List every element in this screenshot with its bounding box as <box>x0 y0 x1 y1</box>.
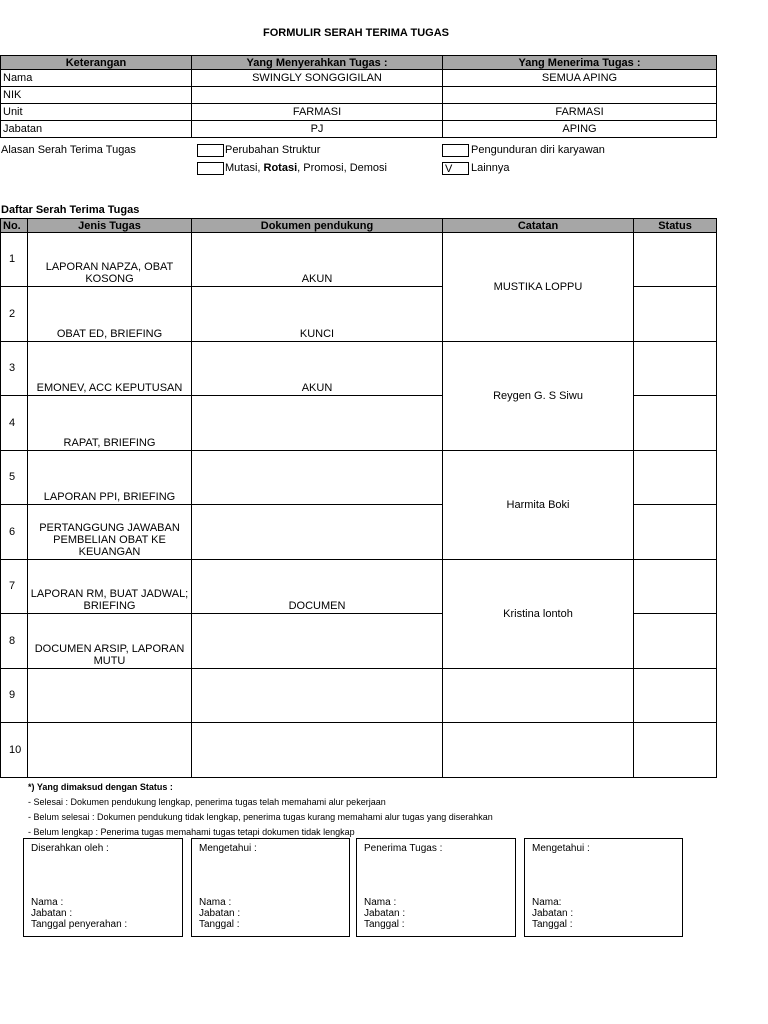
header-jenis-tugas: Jenis Tugas <box>28 219 192 233</box>
task-dokumen[interactable]: AKUN <box>192 233 443 287</box>
signature-box-penerima[interactable] <box>356 838 516 937</box>
task-no: 6 <box>1 505 28 560</box>
task-no: 2 <box>1 287 28 342</box>
task-status[interactable] <box>634 233 717 287</box>
task-dokumen[interactable] <box>192 505 443 560</box>
header-no: No. <box>1 219 28 233</box>
signature-title: Diserahkan oleh : <box>31 843 109 854</box>
checkbox-mutasi-rotasi[interactable] <box>197 162 224 175</box>
option-pengunduran-diri: Pengunduran diri karyawan <box>471 144 605 156</box>
option-text-post: , Promosi, Demosi <box>297 162 387 174</box>
task-status[interactable] <box>634 669 717 723</box>
signature-tanggal: Tanggal penyerahan : <box>31 919 128 930</box>
signature-tanggal: Tanggal : <box>364 919 405 930</box>
info-row-jabatan <box>1 121 717 138</box>
signature-fields <box>199 897 240 930</box>
tasks-table <box>0 218 717 778</box>
task-no: 4 <box>1 396 28 451</box>
option-text-pre: Mutasi, <box>225 162 264 174</box>
task-dokumen[interactable]: KUNCI <box>192 287 443 342</box>
signature-nama: Nama : <box>364 897 397 908</box>
task-dokumen[interactable] <box>192 396 443 451</box>
checkbox-perubahan-struktur[interactable] <box>197 144 224 157</box>
tasks-header-row <box>1 219 717 233</box>
note-item: - Selesai : Dokumen pendukung lengkap, penerima tugas telah memahami alur pekerjaan <box>28 797 386 807</box>
task-dokumen[interactable] <box>192 723 443 778</box>
task-dokumen[interactable] <box>192 614 443 669</box>
task-no: 10 <box>1 723 28 778</box>
signature-jabatan: Jabatan : <box>199 908 241 919</box>
task-jenis[interactable] <box>28 669 192 723</box>
signature-jabatan: Jabatan : <box>532 908 574 919</box>
task-jenis[interactable]: DOCUMEN ARSIP, LAPORAN MUTU <box>28 614 192 669</box>
signature-title: Mengetahui : <box>532 843 590 854</box>
task-dokumen[interactable] <box>192 669 443 723</box>
task-catatan[interactable]: Harmita Boki <box>443 451 634 560</box>
task-status[interactable] <box>634 451 717 505</box>
header-dokumen: Dokumen pendukung <box>192 219 443 233</box>
task-catatan[interactable] <box>443 723 634 778</box>
signature-box-diserahkan[interactable] <box>23 838 183 937</box>
task-dokumen[interactable]: DOCUMEN <box>192 560 443 614</box>
receiver-jabatan[interactable]: APING <box>443 121 717 138</box>
checkbox-pengunduran-diri[interactable] <box>442 144 469 157</box>
task-no: 1 <box>1 233 28 287</box>
info-label: Jabatan <box>1 121 192 138</box>
reason-label: Alasan Serah Terima Tugas <box>1 144 136 156</box>
task-status[interactable] <box>634 287 717 342</box>
task-catatan[interactable] <box>443 669 634 723</box>
info-row-nik <box>1 87 717 104</box>
task-no: 3 <box>1 342 28 396</box>
option-lainnya: Lainnya <box>471 162 510 174</box>
task-catatan[interactable]: Kristina lontoh <box>443 560 634 669</box>
table-row <box>1 560 717 614</box>
task-dokumen[interactable] <box>192 451 443 505</box>
task-catatan[interactable]: MUSTIKA LOPPU <box>443 233 634 342</box>
signature-box-mengetahui-2[interactable] <box>524 838 683 937</box>
task-jenis[interactable] <box>28 723 192 778</box>
signature-box-mengetahui-1[interactable] <box>191 838 350 937</box>
signature-fields <box>364 897 405 930</box>
task-no: 9 <box>1 669 28 723</box>
signature-tanggal: Tanggal : <box>199 919 240 930</box>
signature-jabatan: Jabatan : <box>31 908 73 919</box>
note-item: - Belum lengkap : Penerima tugas memahami tugas tetapi dokumen tidak lengkap <box>28 827 355 837</box>
info-label: Nama <box>1 70 192 87</box>
header-catatan: Catatan <box>443 219 634 233</box>
task-no: 5 <box>1 451 28 505</box>
signature-nama: Nama: <box>532 897 562 908</box>
table-row <box>1 669 717 723</box>
option-mutasi-rotasi <box>225 162 387 175</box>
task-jenis[interactable]: PERTANGGUNG JAWABAN PEMBELIAN OBAT KE KEUANGAN <box>28 505 192 560</box>
task-no: 8 <box>1 614 28 669</box>
option-perubahan-struktur: Perubahan Struktur <box>225 144 321 156</box>
task-dokumen[interactable]: AKUN <box>192 342 443 396</box>
option-text-bold: Rotasi <box>263 162 298 174</box>
info-row-nama <box>1 70 717 87</box>
table-row <box>1 233 717 287</box>
task-jenis[interactable]: LAPORAN PPI, BRIEFING <box>28 451 192 505</box>
receiver-nik[interactable] <box>443 87 717 104</box>
signature-title: Mengetahui : <box>199 843 257 854</box>
signature-fields <box>532 897 573 930</box>
table-row <box>1 723 717 778</box>
signature-jabatan: Jabatan : <box>364 908 406 919</box>
info-label: NIK <box>1 87 192 104</box>
task-jenis[interactable]: OBAT ED, BRIEFING <box>28 287 192 342</box>
info-label: Unit <box>1 104 192 121</box>
task-status[interactable] <box>634 396 717 451</box>
signature-tanggal: Tanggal : <box>532 919 573 930</box>
task-jenis[interactable]: LAPORAN NAPZA, OBAT KOSONG <box>28 233 192 287</box>
table-row <box>1 342 717 396</box>
task-jenis[interactable]: RAPAT, BRIEFING <box>28 396 192 451</box>
signature-nama: Nama : <box>31 897 64 908</box>
header-menyerahkan: Yang Menyerahkan Tugas : <box>192 56 443 70</box>
table-row <box>1 451 717 505</box>
task-status[interactable] <box>634 614 717 669</box>
header-keterangan: Keterangan <box>1 56 192 70</box>
task-status[interactable] <box>634 723 717 778</box>
info-table <box>0 55 717 138</box>
receiver-nama[interactable]: SEMUA APING <box>443 70 717 87</box>
receiver-unit[interactable]: FARMASI <box>443 104 717 121</box>
notes-heading: *) Yang dimaksud dengan Status : <box>28 782 173 792</box>
form-title: FORMULIR SERAH TERIMA TUGAS <box>263 27 449 39</box>
info-row-unit <box>1 104 717 121</box>
giver-jabatan[interactable]: PJ <box>192 121 443 138</box>
signature-fields <box>31 897 127 930</box>
header-menerima: Yang Menerima Tugas : <box>443 56 717 70</box>
giver-nik[interactable] <box>192 87 443 104</box>
note-item: - Belum selesai : Dokumen pendukung tidak lengkap, penerima tugas kurang memahami alur tugas yang diserahkan <box>28 812 493 822</box>
task-status[interactable] <box>634 560 717 614</box>
task-status[interactable] <box>634 342 717 396</box>
task-catatan[interactable]: Reygen G. S Siwu <box>443 342 634 451</box>
signature-title: Penerima Tugas : <box>364 843 443 854</box>
giver-nama[interactable]: SWINGLY SONGGIGILAN <box>192 70 443 87</box>
task-jenis[interactable]: EMONEV, ACC KEPUTUSAN <box>28 342 192 396</box>
task-no: 7 <box>1 560 28 614</box>
tasks-section-title: Daftar Serah Terima Tugas <box>1 204 140 216</box>
info-header-row <box>1 56 717 70</box>
task-jenis[interactable]: LAPORAN RM, BUAT JADWAL; BRIEFING <box>28 560 192 614</box>
header-status: Status <box>634 219 717 233</box>
task-status[interactable] <box>634 505 717 560</box>
giver-unit[interactable]: FARMASI <box>192 104 443 121</box>
status-notes <box>28 781 493 838</box>
signature-nama: Nama : <box>199 897 232 908</box>
checkbox-lainnya[interactable]: V <box>442 162 469 175</box>
